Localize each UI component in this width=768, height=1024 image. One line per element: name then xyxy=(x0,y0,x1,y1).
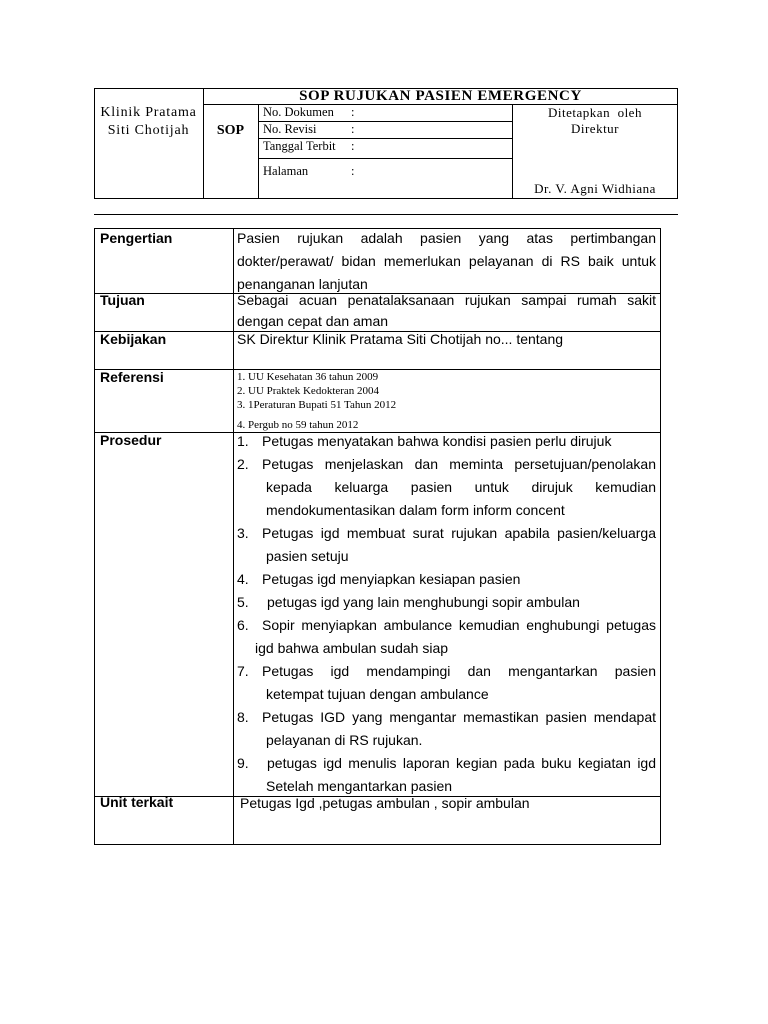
document-title: SOP RUJUKAN PASIEN EMERGENCY xyxy=(299,88,582,104)
step-text: pelayanan di RS rujukan. xyxy=(266,732,423,748)
referensi-list xyxy=(237,370,656,432)
step-text: ketempat tujuan dengan ambulance xyxy=(266,686,489,702)
text-line: SK Direktur Klinik Pratama Siti Chotijah no... tentang xyxy=(237,331,564,347)
column-divider xyxy=(233,228,234,845)
step-text: Petugas IGD yang mengantar memastikan pasien mendapat xyxy=(262,709,656,725)
tujuan-text xyxy=(237,290,656,332)
label-tujuan: Tujuan xyxy=(100,292,145,308)
text-line: Sebagai acuan penatalaksanaan rujukan sampai rumah sakit xyxy=(237,292,656,308)
step-text: Sopir menyiapkan ambulance kemudian enghubungi petugas xyxy=(262,617,656,633)
text-line: Petugas Igd ,petugas ambulan , sopir ambulan xyxy=(240,795,530,811)
signatory-name: Dr. V. Agni Widhiana xyxy=(534,181,656,196)
procedure-step-9 xyxy=(237,752,656,798)
field-separator: : xyxy=(351,105,355,119)
label-kebijakan: Kebijakan xyxy=(100,331,167,347)
kebijakan-text xyxy=(237,329,656,349)
field-separator: : xyxy=(351,122,355,136)
label-prosedur: Prosedur xyxy=(100,432,162,448)
procedure-step-2 xyxy=(237,453,656,522)
step-text: Petugas igd menyiapkan kesiapan pasien xyxy=(262,571,521,587)
step-text: kepada keluarga pasien untuk dirujuk kemudian xyxy=(266,479,656,495)
header-divider xyxy=(258,104,259,199)
procedure-step-4 xyxy=(237,568,656,591)
step-number: 7. xyxy=(237,663,249,679)
step-text: Setelah mengantarkan pasien xyxy=(266,778,453,794)
procedure-step-8 xyxy=(237,706,656,752)
step-text: Petugas menjelaskan dan meminta persetujuan/penolakan xyxy=(262,456,656,472)
approval-text: Ditetapkan oleh xyxy=(548,105,642,120)
field-separator: : xyxy=(351,164,355,178)
step-number: 2. xyxy=(237,456,249,472)
field-label: No. Revisi xyxy=(263,122,317,136)
procedure-step-1 xyxy=(237,430,656,453)
unit-terkait-text xyxy=(240,794,656,812)
field-halaman xyxy=(263,163,508,179)
step-text: pasien setuju xyxy=(266,548,349,564)
procedure-step-6 xyxy=(237,614,656,660)
clinic-name: Siti Chotijah xyxy=(107,123,190,138)
field-no-dokumen xyxy=(263,104,508,120)
prosedur-list xyxy=(237,430,656,798)
procedure-step-7 xyxy=(237,660,656,706)
separator-line xyxy=(94,214,678,215)
field-label: Halaman xyxy=(263,164,309,178)
step-text: petugas igd yang lain menghubungi sopir ambulan xyxy=(267,594,580,610)
pengertian-text xyxy=(237,227,656,296)
reference-item: 3. 1Peraturan Bupati 51 Tahun 2012 xyxy=(237,399,397,411)
field-tanggal-terbit xyxy=(263,138,508,154)
step-number: 4. xyxy=(237,571,249,587)
clinic-name: Klinik Pratama xyxy=(100,105,197,120)
step-number: 8. xyxy=(237,709,249,725)
label-pengertian: Pengertian xyxy=(100,230,173,246)
step-number: 3. xyxy=(237,525,249,541)
step-text: igd bahwa ambulan sudah siap xyxy=(255,640,449,656)
reference-item: 1. UU Kesehatan 36 tahun 2009 xyxy=(237,371,379,383)
field-no-revisi xyxy=(263,121,508,137)
procedure-step-5 xyxy=(237,591,656,614)
approval-role: Direktur xyxy=(570,121,620,136)
step-text: Petugas menyatakan bahwa kondisi pasien perlu dirujuk xyxy=(262,433,612,449)
field-label: No. Dokumen xyxy=(263,105,334,119)
step-number: 5. xyxy=(237,594,249,610)
step-number: 1. xyxy=(237,433,249,449)
step-text: Petugas igd mendampingi dan mengantarkan pasien xyxy=(262,663,656,679)
reference-item: 4. Pergub no 59 tahun 2012 xyxy=(237,419,359,431)
field-divider xyxy=(258,158,512,159)
step-number: 9. xyxy=(237,755,249,771)
text-line: Pasien rujukan adalah pasien yang atas pertimbangan xyxy=(237,230,656,246)
label-referensi: Referensi xyxy=(100,369,164,385)
step-text: Petugas igd membuat surat rujukan apabila pasien/keluarga xyxy=(262,525,656,541)
label-unit-terkait: Unit terkait xyxy=(100,794,174,810)
text-line: penanganan lanjutan xyxy=(237,276,368,292)
step-text: petugas igd menulis laporan kegian pada buku kegiatan igd xyxy=(267,755,656,771)
step-text: mendokumentasikan dalam form inform concent xyxy=(266,502,565,518)
field-label: Tanggal Terbit xyxy=(263,139,336,153)
text-line: dokter/perawat/ bidan memerlukan pelayanan di RS baik untuk xyxy=(237,253,656,269)
procedure-step-3 xyxy=(237,522,656,568)
sop-label: SOP xyxy=(216,123,245,138)
step-number: 6. xyxy=(237,617,249,633)
field-separator: : xyxy=(351,139,355,153)
text-line: dengan cepat dan aman xyxy=(237,313,389,329)
reference-item: 2. UU Praktek Kedokteran 2004 xyxy=(237,385,380,397)
